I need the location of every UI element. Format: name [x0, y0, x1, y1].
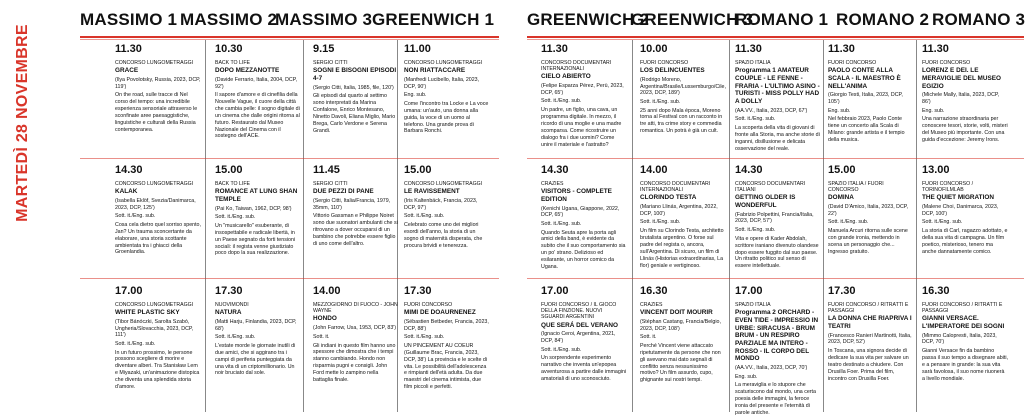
subtitle-info: Sott. it./Eng. sub. — [115, 340, 156, 347]
film-title: DOPO MEZZANOTTE — [215, 67, 280, 75]
film-title: NATURA — [215, 309, 242, 317]
screening-time: 11.30 — [735, 43, 762, 55]
column-divider — [823, 40, 824, 412]
screening-time: 11.00 — [404, 43, 431, 55]
film-title: HONDO — [313, 315, 337, 323]
row-divider — [527, 158, 1024, 159]
section-label: FUORI CONCORSO — [404, 302, 453, 308]
screening-cell — [922, 44, 1008, 156]
film-title: GIANNI VERSACE. L'IMPERATORE DEI SOGNI — [922, 315, 1005, 331]
subtitle-info: Sott. it./Eng. sub. — [541, 346, 582, 353]
film-synopsis: In Toscana, una signora decide di dedicare la sua vita per salvare un teatro destinato a chiudere. Con Drusilla Foer. Prima del film, incontro con Drusilla Foer. — [828, 348, 909, 382]
screening-cell — [735, 285, 821, 416]
film-credits: (AA.VV., Italia, 2023, DCP, 70') — [735, 365, 808, 372]
screening-cell — [828, 165, 914, 276]
film-title: PAOLO CONTE ALLA SCALA - IL MAESTRO È NELL'ANIMA — [828, 67, 901, 90]
film-title: ROMANCE AT LUNG SHAN TEMPLE — [215, 188, 298, 203]
subtitle-info: Eng. sub. — [922, 107, 945, 114]
film-credits: (Isabella Eklöf, Svezia/Danimarca, 2023, DCP, 125') — [115, 197, 196, 211]
screening-time: 17.30 — [215, 285, 243, 297]
row-divider — [80, 278, 499, 279]
row-divider — [80, 158, 499, 159]
film-title: LOS DELINCUENTES — [640, 67, 705, 75]
film-title: KALAK — [115, 188, 138, 196]
subtitle-info: Sott. it./Eng. sub. — [735, 227, 776, 234]
section-label: SERGIO CITTI — [313, 181, 348, 187]
column-divider — [729, 40, 730, 412]
section-label: CONCORSO DOCUMENTARI INTERNAZIONALI — [541, 60, 612, 73]
screening-time: 17.30 — [404, 285, 432, 297]
film-title: LORENZ E DEI. LE MERAVIGLIE DEL MUSEO EGIZIO — [922, 67, 1001, 90]
film-synopsis: Un "musicarello" esuberante, di insospettabile e radicale libertà, in un Paese segnato da forti tensioni sociali: il regista venne giustiziato poco dopo la sua realizzazione. — [215, 222, 296, 257]
section-label: FUORI CONCORSO / RITRATTI E PASSAGGI — [828, 302, 909, 315]
subtitle-info: Sott. it./Eng. sub. — [215, 334, 256, 341]
column-divider — [632, 40, 633, 412]
venue-massimo-3: MASSIMO 3 — [275, 10, 373, 29]
subtitle-info: Eng. sub. — [404, 92, 427, 99]
section-label: CONCORSO LUNGOMETRAGGI — [115, 302, 194, 308]
film-credits: (Ignacio Ceroi, Argentina, 2021, DCP, 84') — [541, 331, 616, 344]
film-credits: (Sergio Citti, Italia, 1985, file, 120') — [313, 84, 394, 91]
film-synopsis: Come l'incontro tra Locke e La voce umana: un'auto, una donna alla guida, la voce di un uomo al telefono. Una grande prova di Barbara Ronchi. — [404, 100, 489, 135]
film-credits: (Manfredi Lucibello, Italia, 2023, DCP, 90') — [404, 76, 480, 90]
screening-time: 16.30 — [922, 285, 950, 297]
film-title: THE QUIET MIGRATION — [922, 194, 994, 202]
film-synopsis: Un sorprendente esperimento narrativo che inventa un'epopea avventurosa a partire dalle immagini amatoriali di uno sconosciuto. — [541, 355, 627, 382]
section-label: CONCORSO LUNGOMETRAGGI — [404, 181, 483, 187]
screening-cell — [541, 165, 627, 276]
film-synopsis: Cosa cela dietro quel sorriso spento, Jan? Un trauma sconcertante da elaborare, una storia scottante ambientata tra i ghiacci della Groenlandia. — [115, 221, 201, 256]
film-synopsis: Gli episodi dal quarto al settimo sono interpretati da Marina Confalone, Enrico Montesano, Ninetto Davoli, Eliana Miglio, Mario Brega, Carlo Verdone e Serena Grandi. — [313, 93, 396, 134]
subtitle-info: Sott. it./Eng. sub. — [541, 220, 582, 227]
header-rule-right-thin — [527, 39, 1024, 40]
screening-cell — [922, 286, 1008, 410]
section-label: CONCORSO LUNGOMETRAGGI — [115, 181, 194, 187]
section-label: SPAZIO ITALIA — [735, 302, 771, 308]
film-synopsis: 25 anni dopo Mala época, Moreno torna al Festival con un racconto in tre atti, tra crime story e commedia romantica. Un potrà è già un cult. — [640, 107, 723, 135]
section-label: FUORI CONCORSO / TORINOFILMLAB — [922, 181, 974, 194]
screening-time: 14.30 — [541, 164, 569, 176]
screening-cell — [404, 44, 490, 156]
screening-time: 17.00 — [735, 285, 763, 297]
film-credits: (Mimmo Calopresti, Italia, 2023, DCP, 70') — [922, 332, 997, 346]
screening-cell — [922, 165, 1008, 276]
venue-massimo-2: MASSIMO 2 — [180, 10, 278, 29]
header-rule-left-thin — [80, 39, 499, 40]
film-title: NON RIATTACCARE — [404, 67, 466, 75]
screening-time: 11.30 — [922, 43, 949, 55]
subtitle-info: Sott. it./Eng. sub. — [404, 334, 445, 341]
screening-time: 16.30 — [640, 285, 668, 297]
film-credits: (Fabrizio Polpettini, Francia/Italia, 2023, DCP, 57') — [735, 211, 814, 225]
subtitle-info: Sott. it./Eng. sub. — [115, 213, 156, 220]
screening-time: 11.45 — [313, 164, 340, 176]
film-credits: (Pai Ko, Taiwan, 1962, DCP, 98') — [215, 205, 292, 212]
film-title: QUE SERÁ DEL VERANO — [541, 321, 618, 329]
film-title: Programma 1 AMATEUR COUPLE - LE FENNE - FRARIA - L'ULTIMO ASINO - TURISTI - MISS POLLY HAD A DOLLY — [735, 67, 820, 105]
screening-time: 11.30 — [115, 43, 142, 55]
screening-cell — [828, 286, 914, 410]
film-title: SOGNI E BISOGNI EPISODI 4-7 — [313, 67, 397, 82]
section-label: CONCORSO DOCUMENTARI ITALIANI — [735, 181, 806, 194]
subtitle-info: Sott. it./Eng. sub. — [215, 214, 256, 221]
venue-greenwich-3: GREENWICH 3 — [631, 10, 754, 29]
film-synopsis: La scoperta della vita di giovani di fronte alla Storia, ma anche storie di inganni, disillusione e delicata osservazione del reale. — [735, 125, 820, 152]
film-credits: (Giorgio Testi, Italia, 2023, DCP, 105') — [828, 92, 903, 105]
film-title: CIELO ABIERTO — [541, 73, 591, 81]
film-credits: (Davide Ferrario, Italia, 2004, DCP, 92') — [215, 76, 298, 90]
screening-cell — [735, 165, 821, 276]
film-synopsis: Vittorio Gassman e Philippe Noiret sono due suonatori ambulanti che si ritrovano a dover occuparsi di un bambino che potrebbe essere figlio di uno come dell'altro. — [313, 213, 398, 247]
screening-time: 14.30 — [115, 164, 143, 176]
section-label: MEZZOGIORNO DI FUOCO - JOHN WAYNE — [313, 302, 398, 315]
screening-cell — [215, 286, 301, 410]
screening-time: 10.00 — [640, 43, 668, 55]
film-title: MIMI DE DOAURNENEZ — [404, 309, 476, 317]
film-synopsis: In un futuro prossimo, le persone possono scegliere di morire e diventare alberi. Tra Stanisław Lem e Miyazaki, un'animazione distopica che diventa una splendida storia d'amore. — [115, 349, 200, 390]
screening-cell — [215, 44, 301, 156]
screening-cell — [640, 286, 726, 410]
film-synopsis: Manuela Arcuri ritorna sulle scene con grande ironia, mettendo in scena un personaggio che... Ingresso gratuito. — [828, 228, 908, 255]
film-synopsis: Quando Seuta apre la porta agli amici della band, è evidente da subito che il suo comportamento sia un po' strano. Delizioso ed esilarante, un horror comico da Ugana. — [541, 229, 626, 270]
screening-time: 15.00 — [828, 164, 856, 176]
section-label: CRAZIES — [640, 302, 663, 308]
venue-romano-2: ROMANO 2 — [836, 10, 930, 29]
film-title: LE RAVISSEMENT — [404, 188, 460, 196]
film-credits: (Kenichi Ugana, Giappone, 2022, DCP, 65') — [541, 205, 620, 219]
film-synopsis: Una narrazione straordinaria per conoscere tesori, storie, volti, misteri del Museo più importante. Con una guida d'eccezione: Jeremy Irons. — [922, 116, 1008, 143]
film-synopsis: UN PINCEMENT AU COEUR (Guillaume Brac, Francia, 2023, DCP, 38') La provincia e le scelte di vita. Le possibilità dell'adolescenza e rimpianti dell'età adulta. Da due maestri del cinema intimista, due film piccoli e perfetti. — [404, 342, 488, 391]
film-credits: (David D'Amico, Italia, 2023, DCP, 22') — [828, 204, 909, 217]
section-label: FUORI CONCORSO — [640, 60, 689, 66]
screening-time: 11.30 — [828, 43, 855, 55]
subtitle-info: Sott. it./Eng. sub. — [541, 98, 582, 105]
column-divider — [205, 40, 206, 412]
screening-cell — [313, 286, 399, 410]
venue-greenwich-1: GREENWICH 1 — [372, 10, 495, 29]
subtitle-info: Sott. it. — [313, 333, 330, 340]
screening-cell — [313, 165, 399, 276]
screening-cell — [115, 165, 201, 276]
section-label: SPAZIO ITALIA / FUORI CONCORSO — [828, 181, 884, 194]
section-label: SERGIO CITTI — [313, 60, 348, 66]
screening-time: 15.00 — [215, 164, 243, 176]
film-credits: (Tibor Bánóczki, Sarolta Szabó, Ungheria/Slovacchia, 2023, DCP, 111') — [115, 318, 194, 339]
screening-cell — [541, 44, 627, 156]
header-rule-left — [80, 36, 499, 38]
screening-cell — [828, 44, 914, 156]
film-credits: (Mariano Llinás, Argentina, 2022, DCP, 100') — [640, 204, 718, 217]
section-label: FUORI CONCORSO — [828, 60, 877, 66]
film-synopsis: L'estate morde le giornate inutili di due amici, che si aggirano tra i campi di periferia punteggiata da una vita di un criptomillionario. Un noir bruciato dal sole. — [215, 342, 296, 377]
film-credits: (Michele Mally, Italia, 2023, DCP, 86') — [922, 92, 1000, 105]
column-divider — [303, 40, 304, 412]
screening-time: 17.00 — [541, 285, 569, 297]
film-title: GRACE — [115, 67, 139, 75]
film-credits: (Francesco Ranieri Martinotti, Italia, 2023, DCP, 52') — [828, 332, 912, 346]
section-label: CONCORSO LUNGOMETRAGGI — [115, 60, 194, 66]
screening-time: 14.00 — [640, 164, 668, 176]
subtitle-info: Sott. it./Eng. sub. — [640, 219, 681, 226]
film-title: DUE PEZZI DI PANE — [313, 188, 374, 196]
subtitle-info: Sott. it./Eng. sub. — [404, 213, 445, 220]
screening-cell — [640, 44, 726, 156]
venue-massimo-1: MASSIMO 1 — [80, 10, 178, 29]
section-label: FUORI CONCORSO / RITRATTI E PASSAGGI — [922, 302, 1003, 315]
film-credits: (Stéphan Castang, Francia/Belgio, 2023, DCP, 108') — [640, 318, 721, 332]
screening-time: 14.00 — [313, 285, 341, 297]
film-credits: (AA.VV., Italia, 2023, DCP, 67') — [735, 107, 808, 114]
venue-greenwich-2: GREENWICH 2 — [527, 10, 650, 29]
screening-cell — [313, 44, 399, 156]
section-label: SPAZIO ITALIA — [735, 60, 771, 66]
screening-time: 10.30 — [215, 43, 243, 55]
film-synopsis: Nel febbraio 2023, Paolo Conte tiene un concerto alla Scala di Milano: grande artista e il tempio della musica. — [828, 116, 905, 143]
subtitle-info: Eng. sub. — [735, 373, 758, 380]
section-label: BACK TO LIFE — [215, 181, 250, 187]
screening-cell — [215, 165, 301, 276]
column-divider — [916, 40, 917, 412]
screening-cell — [404, 165, 490, 276]
section-label: FUORI CONCORSO — [922, 60, 971, 66]
screening-time: 9.15 — [313, 43, 335, 55]
film-credits: (Sergio Citti, Italia/Francia, 1979, 35mm, 110') — [313, 197, 391, 211]
film-credits: (Iris Kaltenbäck, Francia, 2023, DCP, 97') — [404, 197, 478, 211]
film-synopsis: Celebrato come uno dei migliori esordi dell'anno, la storia di un sogno di maternità disperata, che procura brividi e tenerezza. — [404, 221, 483, 249]
subtitle-info: Sott. it./Eng. sub. — [828, 219, 869, 226]
header-rule-right — [527, 36, 1024, 38]
film-credits: (John Farrow, Usa, 1953, DCP, 83') — [313, 325, 397, 332]
film-title: VISITORS - COMPLETE EDITION — [541, 188, 612, 203]
film-title: GETTING OLDER IS WONDERFUL — [735, 194, 796, 210]
film-synopsis: La storia di Carl, ragazzo adottato, e della sua vita di campagna. Un film poetico, misterioso, tenero ma anche dannatamente comico. — [922, 228, 1008, 255]
film-synopsis: Un film su Clorindo Testa, architetto brutalista argentino. O forse sul padre del regista o, ancora, sull'Argentina. Di sicuro, un film di Llinás (Historias extraordinarias, La flor) geniale e vertiginoso. — [640, 228, 724, 269]
section-label: CONCORSO DOCUMENTARI INTERNAZIONALI — [640, 181, 711, 194]
film-synopsis: Perché Vincent viene attaccato ripetutamente da persone che non gli avevano mai dato segnali di conflitto senza nessunissimo motivo? Un film assurdo, cupo, ghignante sui nostri tempi. — [640, 342, 721, 384]
subtitle-info: Sott. it./Eng. sub. — [640, 98, 681, 105]
subtitle-info: Eng. sub. — [828, 107, 851, 114]
subtitle-info: Sott. it./Eng. sub. — [922, 219, 963, 226]
screening-cell — [404, 286, 490, 410]
section-label: CONCORSO LUNGOMETRAGGI — [404, 60, 483, 66]
date-label: MARTEDÌ 28 NOVEMBRE — [14, 24, 31, 222]
film-synopsis: Gli indiani in questo film hanno uno spessore che dimostra che i tempi stanno cambiando. Hondo non risparmia pugni e consigli. John Ford mette lo zampino nella battaglia finale. — [313, 342, 396, 383]
venue-romano-1: ROMANO 1 — [735, 10, 829, 29]
row-divider — [527, 278, 1024, 279]
screening-time: 14.30 — [735, 164, 763, 176]
film-credits: (Ilya Povolotsky, Russia, 2023, DCP, 119') — [115, 76, 201, 90]
film-title: Programma 2 ORCHARD - EVEN TIDE - IMPRESSIO IN URBE: SIRACUSA - BRUM BRUM - UN RESPIRO PARZIALE MA INTERO - ROSSO - IL CORPO DEL MONDO — [735, 309, 819, 363]
film-synopsis: Gianni Versace fin da bambino passa il suo tempo a disegnare abiti, e a pensare in grande: la sua vita sarà favolosa, il suo nome riuonerà a livello mondiale. — [922, 348, 1008, 382]
screening-cell — [735, 44, 821, 156]
film-synopsis: On the road, sulle tracce di Nel corso del tempo: una incredibile esperienza sensoriale attraverso le sconfinate aree paesaggistiche, linguistiche e culturali della Russia contemporanea. — [115, 92, 198, 133]
section-label: BACK TO LIFE — [215, 60, 250, 66]
subtitle-info: Sott. it. — [640, 334, 657, 341]
film-synopsis: Un padre, un figlio, una cava, un programma digitale. In mezzo, il ricordo di una moglie e una madre scomparsa. Come ricostruire un dialogo fra i due uomini? Come unire il materiale e l'astratto? — [541, 107, 622, 148]
film-synopsis: Il sapore d'amore e di cinefilia della Nouvelle Vague, il cuore della città che cambia pelle: il sogno digitale di un cinema che dalle origini ritorna al futuro. Restaurato dal Museo Nazionale del Cinema con il sostegno dell'ACE. — [215, 92, 300, 140]
venue-romano-3: ROMANO 3 — [932, 10, 1025, 29]
film-synopsis: La meraviglia e lo stupore che scaturiscono dal mondo, una certa poesia delle immagini, la feroce ironia del presente e l'eternità di parole antiche. — [735, 382, 816, 416]
screening-time: 15.00 — [404, 164, 432, 176]
film-title: CLORINDO TESTA — [640, 194, 697, 202]
film-synopsis: Vita e opere di Kader Abdolah, scrittore iraniano divenuto olandese dopo essere fuggito dal suo paese. Un ritratto politico sul senso di essere intellettuale. — [735, 235, 819, 270]
subtitle-info: Sott. it./Eng. sub. — [735, 116, 776, 123]
screening-cell — [115, 286, 201, 410]
section-label: NUOVIMONDI — [215, 302, 249, 308]
film-title: DOMINA — [828, 194, 854, 202]
screening-time: 17.30 — [828, 285, 856, 297]
screening-cell — [115, 44, 201, 156]
film-credits: (Rodrigo Moreno, Argentina/Brasile/Lussemburgo/Cile, 2023, DCP, 189') — [640, 76, 726, 97]
section-label: CRAZIES — [541, 181, 564, 187]
screening-time: 13.00 — [922, 164, 950, 176]
screening-time: 17.00 — [115, 285, 143, 297]
screening-cell — [541, 286, 627, 410]
film-credits: (Malene Choi, Danimarca, 2023, DCP, 100') — [922, 204, 999, 217]
film-credits: (Felipe Esparza Pérez, Perù, 2023, DCP, 65') — [541, 83, 624, 96]
section-label: FUORI CONCORSO / IL GIOCO DELLA FINZIONE. NUOVI SGUARDI ARGENTINI — [541, 302, 617, 321]
film-credits: (Matti Harju, Finlandia, 2023, DCP, 68') — [215, 318, 297, 332]
film-title: VINCENT DOIT MOURIR — [640, 309, 713, 317]
screening-cell — [640, 165, 726, 276]
film-title: LA DONNA CHE RIAPRIVA I TEATRI — [828, 315, 912, 331]
film-title: WHITE PLASTIC SKY — [115, 309, 180, 317]
film-credits: (Sébastien Betbeder, Francia, 2023, DCP, 88') — [404, 318, 489, 332]
screening-time: 11.30 — [541, 43, 568, 55]
